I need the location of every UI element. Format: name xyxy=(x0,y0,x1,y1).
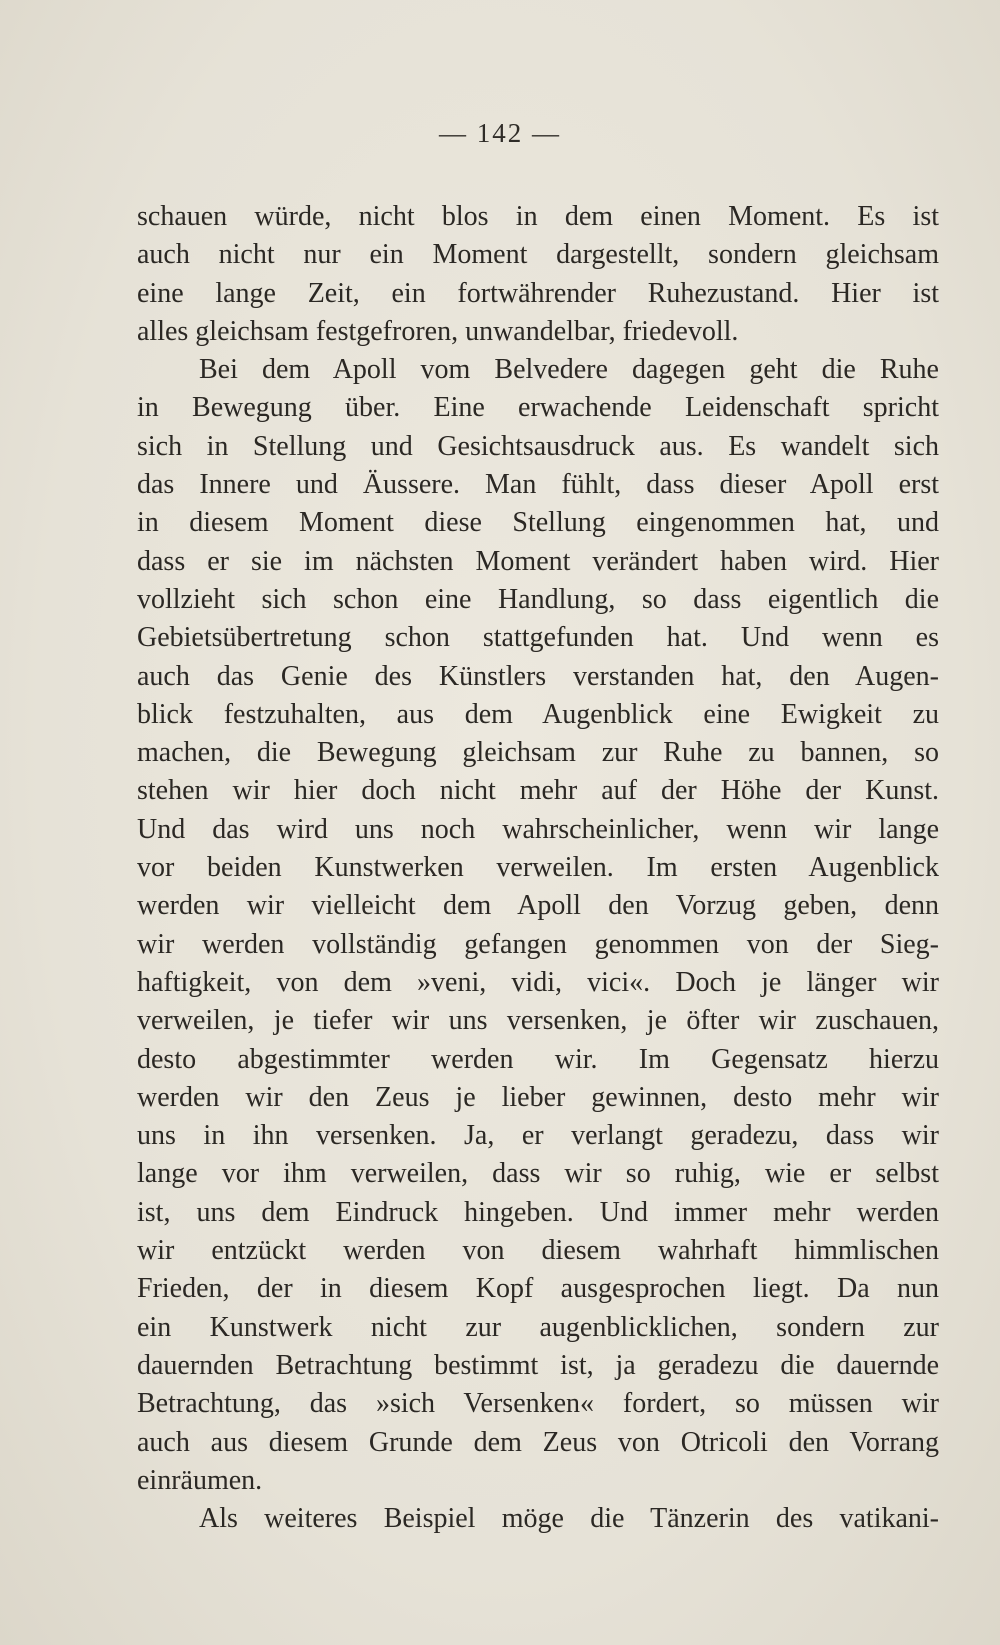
text-line: sich in Stellung und Gesichtsausdruck aus. Es wandelt sich xyxy=(137,430,939,462)
text-line: eine lange Zeit, ein fortwährender Ruhezustand. Hier ist xyxy=(137,277,939,309)
text-line: auch das Genie des Künstlers verstanden hat, den Augen- xyxy=(137,660,939,692)
text-line: einräumen. xyxy=(137,1464,263,1496)
text-line: in diesem Moment diese Stellung eingenommen hat, und xyxy=(137,507,939,539)
text-line: alles gleichsam festgefroren, unwandelbar, friedevoll. xyxy=(137,315,739,347)
text-line: blick festzuhalten, aus dem Augenblick eine Ewigkeit zu xyxy=(137,698,939,730)
text-line: ist, uns dem Eindruck hingeben. Und immer mehr werden xyxy=(137,1196,939,1228)
text-line: stehen wir hier doch nicht mehr auf der Höhe der Kunst. xyxy=(137,775,939,807)
text-line: dauernden Betrachtung bestimmt ist, ja geradezu die dauernde xyxy=(137,1349,939,1381)
text-line: schauen würde, nicht blos in dem einen Moment. Es ist xyxy=(137,201,939,232)
text-line: lange vor ihm verweilen, dass wir so ruhig, wie er selbst xyxy=(137,1158,939,1190)
text-line: haftigkeit, von dem »veni, vidi, vici«. Doch je länger wir xyxy=(137,966,939,998)
text-line: ein Kunstwerk nicht zur augenblicklichen, sondern zur xyxy=(137,1311,939,1343)
text-line: wir werden vollständig gefangen genommen von der Sieg- xyxy=(137,928,939,960)
text-line: Gebietsübertretung schon stattgefunden hat. Und wenn es xyxy=(137,622,939,654)
text-line: vollzieht sich schon eine Handlung, so dass eigentlich die xyxy=(137,583,939,615)
text-line: werden wir den Zeus je lieber gewinnen, desto mehr wir xyxy=(137,1081,939,1113)
text-line: Und das wird uns noch wahrscheinlicher, wenn wir lange xyxy=(137,813,939,845)
text-line: uns in ihn versenken. Ja, er verlangt geradezu, dass wir xyxy=(137,1120,939,1152)
text-line: vor beiden Kunstwerken verweilen. Im ersten Augenblick xyxy=(137,852,939,884)
text-line: in Bewegung über. Eine erwachende Leidenschaft spricht xyxy=(137,392,939,424)
text-line: desto abgestimmter werden wir. Im Gegensatz hierzu xyxy=(137,1043,939,1075)
text-line: das Innere und Äussere. Man fühlt, dass dieser Apoll erst xyxy=(137,469,939,501)
paragraph-start-line: Als weiteres Beispiel möge die Tänzerin des vatikani- xyxy=(199,1503,939,1535)
text-line: Frieden, der in diesem Kopf ausgesprochen liegt. Da nun xyxy=(137,1273,939,1305)
page-number: — 142 — xyxy=(439,118,561,148)
paragraph-start-line: Bei dem Apoll vom Belvedere dagegen geht die Ruhe xyxy=(199,354,939,386)
text-line: verweilen, je tiefer wir uns versenken, je öfter wir zuschauen, xyxy=(137,1005,939,1037)
text-line: dass er sie im nächsten Moment verändert haben wird. Hier xyxy=(137,545,939,577)
text-line: auch aus diesem Grunde dem Zeus von Otricoli den Vorrang xyxy=(137,1426,939,1458)
text-line: wir entzückt werden von diesem wahrhaft himmlischen xyxy=(137,1235,939,1267)
body-text xyxy=(137,198,939,1538)
text-line: werden wir vielleicht dem Apoll den Vorzug geben, denn xyxy=(137,890,939,922)
text-line: Betrachtung, das »sich Versenken« fordert, so müssen wir xyxy=(137,1388,939,1420)
text-line: machen, die Bewegung gleichsam zur Ruhe zu bannen, so xyxy=(137,737,939,769)
text-line: auch nicht nur ein Moment dargestellt, sondern gleichsam xyxy=(137,239,939,271)
